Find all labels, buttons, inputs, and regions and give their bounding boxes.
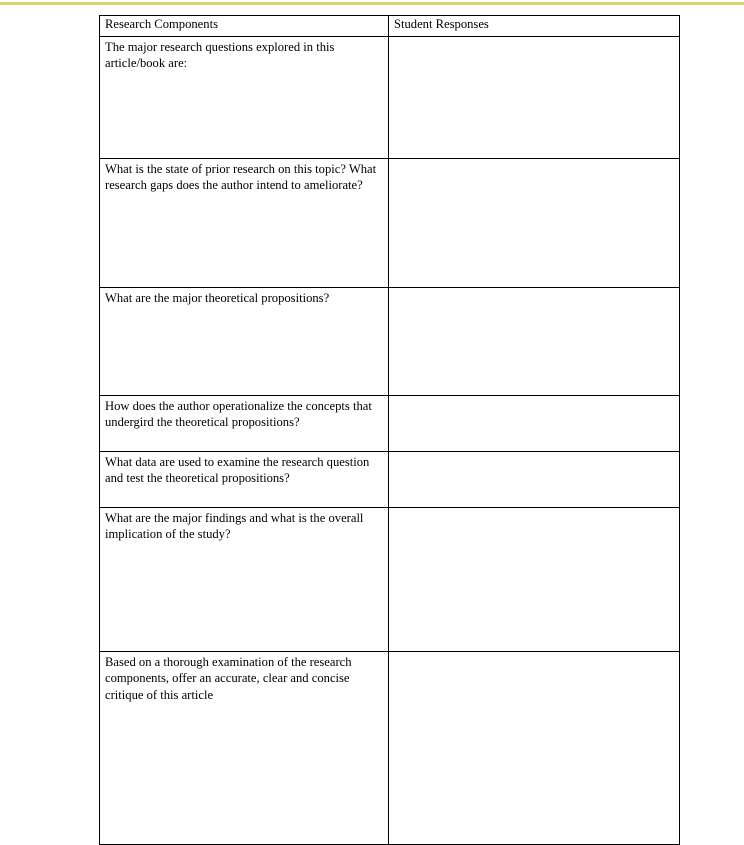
page-top-rule [0,2,744,5]
prompt-cell-critique: Based on a thorough examination of the research components, offer an accurate, clear and concise critique of this article [100,652,389,845]
response-cell-major-findings[interactable] [389,508,680,652]
table-row [100,652,680,845]
prompt-cell-major-research-questions: The major research questions explored in this article/book are: [100,37,389,159]
response-cell-data-used[interactable] [389,452,680,508]
table-row [100,396,680,452]
prompt-cell-major-findings: What are the major findings and what is the overall implication of the study? [100,508,389,652]
table-row [100,288,680,396]
column-header-research-components: Research Components [100,16,389,37]
response-cell-operationalize-concepts[interactable] [389,396,680,452]
response-cell-theoretical-propositions[interactable] [389,288,680,396]
response-cell-critique[interactable] [389,652,680,845]
response-cell-major-research-questions[interactable] [389,37,680,159]
response-cell-prior-research-and-gaps[interactable] [389,159,680,288]
table-row [100,37,680,159]
prompt-cell-data-used: What data are used to examine the research question and test the theoretical propositions? [100,452,389,508]
table-row [100,452,680,508]
prompt-cell-prior-research-and-gaps: What is the state of prior research on this topic? What research gaps does the author intend to ameliorate? [100,159,389,288]
prompt-cell-operationalize-concepts: How does the author operationalize the concepts that undergird the theoretical propositions? [100,396,389,452]
research-components-table [99,15,680,845]
column-header-student-responses: Student Responses [389,16,680,37]
prompt-cell-theoretical-propositions: What are the major theoretical propositions? [100,288,389,396]
table-row [100,159,680,288]
table-row [100,508,680,652]
table-header-row [100,16,680,37]
